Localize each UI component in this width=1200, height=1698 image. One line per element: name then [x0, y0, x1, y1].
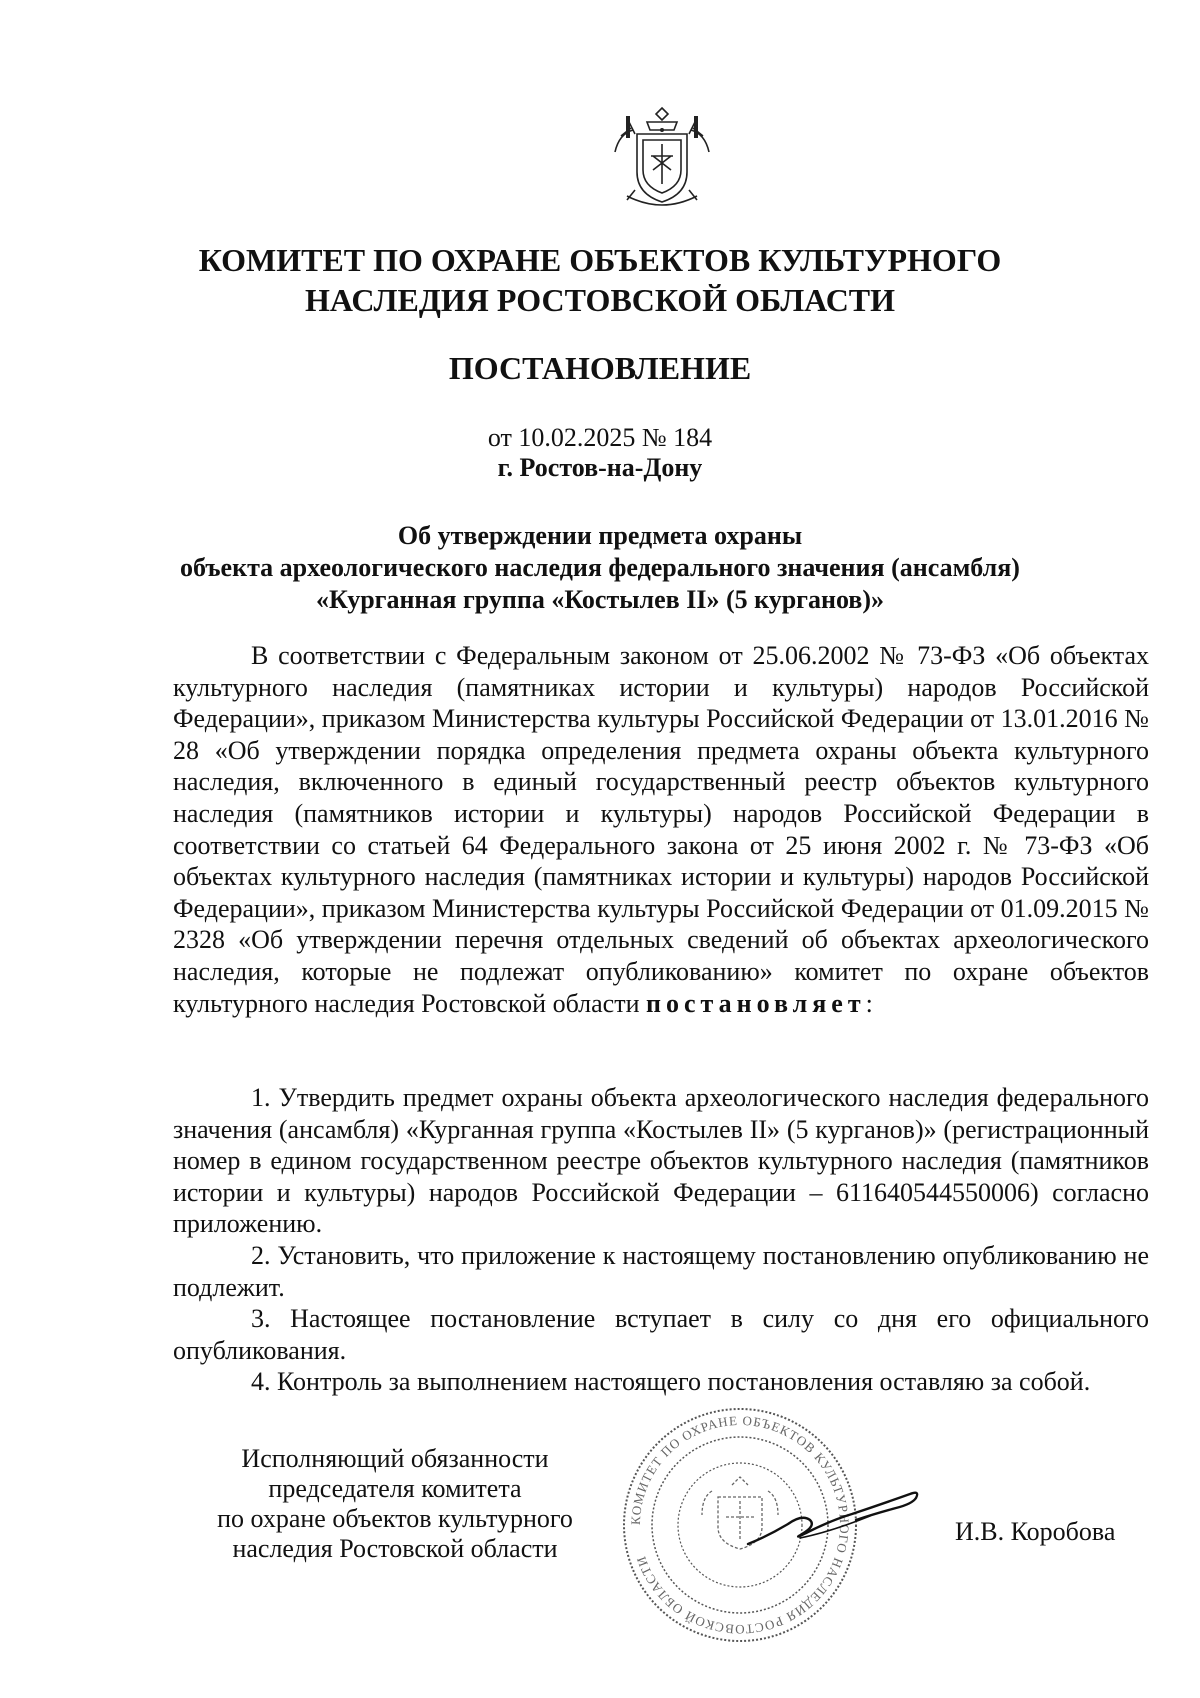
handwritten-signature	[740, 1482, 940, 1562]
document-city: г. Ростов-на-Дону	[497, 453, 703, 482]
decree-word: постановляет	[646, 988, 866, 1018]
document-type: ПОСТАНОВЛЕНИЕ	[448, 350, 752, 386]
document-date-number: от 10.02.2025 № 184	[487, 423, 713, 452]
coat-of-arms-emblem	[607, 100, 717, 215]
signatory-title-line2: председателя комитета	[268, 1474, 522, 1503]
resolution-item-3: 3. Настоящее постановление вступает в силу со дня его официального опубликования.	[173, 1304, 1149, 1365]
document-subject	[110, 520, 1090, 616]
organization-name-line1: КОМИТЕТ ПО ОХРАНЕ ОБЪЕКТОВ КУЛЬТУРНОГО	[198, 242, 1002, 278]
resolution-item-2: 2. Установить, что приложение к настоящему постановлению опубликованию не подлежит.	[173, 1240, 1149, 1302]
decree-colon: :	[865, 988, 873, 1018]
signatory-title-line4: наследия Ростовской области	[232, 1534, 558, 1563]
subject-line1: Об утверждении предмета охраны	[397, 521, 803, 550]
signatory-title	[185, 1444, 605, 1564]
preamble-paragraph	[173, 640, 1149, 1019]
stamp-text: КОМИТЕТ ПО ОХРАНЕ ОБЪЕКТОВ КУЛЬТУРНОГО НАСЛЕДИЯ РОСТОВСКОЙ ОБЛАСТИ	[627, 1412, 853, 1638]
resolution-items	[173, 1082, 1149, 1398]
resolution-item-1: 1. Утвердить предмет охраны объекта археологического наследия федерального значения (ансамбля) «Курганная группа «Костылев II» (5 курганов)» (регистрационный номер в едином государственном реестре объектов культурного наследия (памятников истории и культуры) народов Российской Федерации – 611640544550006) согласно приложению.	[173, 1083, 1149, 1239]
preamble-section	[173, 640, 1149, 1019]
signatory-title-line1: Исполняющий обязанности	[241, 1444, 549, 1473]
subject-line2: объекта археологического наследия федерального значения (ансамбля)	[180, 553, 1020, 582]
subject-line3: «Курганная группа «Костылев II» (5 курганов)»	[315, 585, 885, 614]
preamble-text: В соответствии с Федеральным законом от 25.06.2002 № 73-ФЗ «Об объектах культурного наследия (памятниках истории и культуры) народов Российской Федерации», приказом Министерства культуры Российской Федерации от 13.01.2016 № 28 «Об утверждении порядка определения предмета охраны объекта культурного наследия, включенного в единый государственный реестр объектов культурного наследия (памятников истории и культуры) народов Российской Федерации в соответствии со статьей 64 Федерального закона от 25 июня 2002 г. № 73-ФЗ «Об объектах культурного наследия (памятниках истории и культуры) народов Российской Федерации», приказом Министерства культуры Российской Федерации от 01.09.2015 № 2328 «Об утверждении перечня отдельных сведений об объектах археологического наследия, которые не подлежат опубликованию» комитет по охране объектов культурного наследия Ростовской области	[173, 641, 1149, 1018]
signatory-name: И.В. Коробова	[955, 1517, 1116, 1546]
organization-name-line2: НАСЛЕДИЯ РОСТОВСКОЙ ОБЛАСТИ	[304, 282, 896, 318]
resolution-item-4: 4. Контроль за выполнением настоящего постановления оставляю за собой.	[251, 1367, 1091, 1397]
organization-name	[100, 240, 1100, 320]
signatory-title-line3: по охране объектов культурного	[217, 1504, 573, 1533]
